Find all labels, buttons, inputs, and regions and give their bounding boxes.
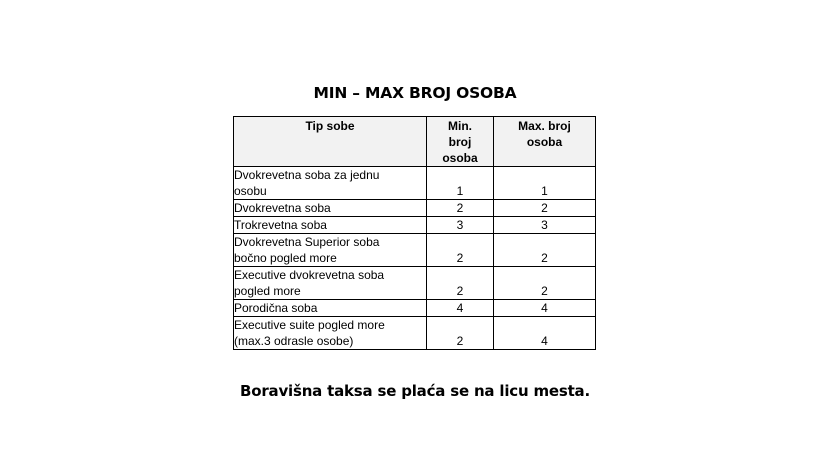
min-persons-cell: 2 bbox=[427, 200, 494, 217]
table-row bbox=[234, 217, 596, 234]
room-type-label: Dvokrevetna Superior soba bočno pogled more bbox=[234, 235, 380, 265]
table-row bbox=[234, 267, 596, 300]
room-type-cell bbox=[234, 234, 427, 267]
min-persons-cell: 3 bbox=[427, 217, 494, 234]
room-type-label: Executive dvokrevetna soba pogled more bbox=[234, 268, 385, 298]
header-room-type: Tip sobe bbox=[234, 117, 427, 167]
tax-note: Boravišna taksa se plaća se na licu mesta. bbox=[240, 382, 590, 400]
room-type-cell: Trokrevetna soba bbox=[234, 217, 427, 234]
table-row bbox=[234, 317, 596, 350]
header-min-persons bbox=[427, 117, 494, 167]
room-type-label: Executive suite pogled more (max.3 odrasle osobe) bbox=[234, 318, 385, 348]
table-row bbox=[234, 300, 596, 317]
min-persons-cell: 1 bbox=[427, 167, 494, 200]
table-row bbox=[234, 167, 596, 200]
room-type-cell bbox=[234, 317, 427, 350]
min-persons-cell: 2 bbox=[427, 267, 494, 300]
max-persons-cell: 4 bbox=[494, 317, 596, 350]
min-persons-cell: 4 bbox=[427, 300, 494, 317]
max-persons-cell: 3 bbox=[494, 217, 596, 234]
header-max-persons bbox=[494, 117, 596, 167]
max-persons-cell: 1 bbox=[494, 167, 596, 200]
room-type-cell: Porodična soba bbox=[234, 300, 427, 317]
room-type-cell bbox=[234, 167, 427, 200]
max-persons-cell: 4 bbox=[494, 300, 596, 317]
table-row bbox=[234, 200, 596, 217]
room-type-label: Dvokrevetna soba za jednu osobu bbox=[234, 168, 380, 198]
min-persons-cell: 2 bbox=[427, 317, 494, 350]
page-title: MIN – MAX BROJ OSOBA bbox=[313, 84, 517, 102]
max-persons-cell: 2 bbox=[494, 267, 596, 300]
max-persons-cell: 2 bbox=[494, 200, 596, 217]
table-header-row bbox=[234, 117, 596, 167]
table-row bbox=[234, 234, 596, 267]
room-capacity-table bbox=[233, 116, 596, 350]
max-persons-cell: 2 bbox=[494, 234, 596, 267]
room-type-cell: Dvokrevetna soba bbox=[234, 200, 427, 217]
room-type-cell bbox=[234, 267, 427, 300]
header-max-label: Max. broj osoba bbox=[518, 119, 571, 149]
min-persons-cell: 2 bbox=[427, 234, 494, 267]
header-min-label: Min. broj osoba bbox=[442, 119, 478, 165]
